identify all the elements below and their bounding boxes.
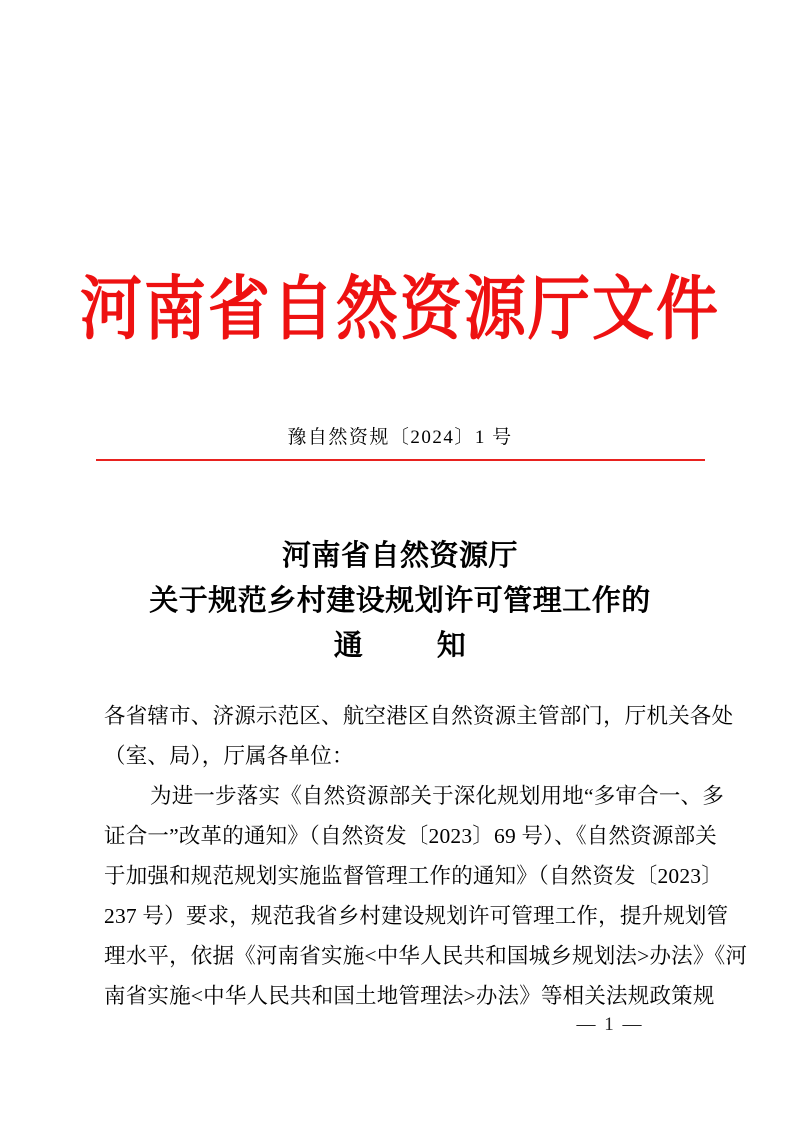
page-number: — 1 — xyxy=(576,1014,644,1035)
title-issuer-line: 河南省自然资源厅 xyxy=(281,540,518,572)
title-type-char-2: 知 xyxy=(436,630,467,662)
body-line: 证合一”改革的通知》（自然资发〔2023〕69 号）、《自然资源部关 xyxy=(104,824,717,848)
masthead-title: 河南省自然资源厅文件 xyxy=(79,272,720,349)
body-text xyxy=(104,696,748,1016)
body-line: 于加强和规范规划实施监督管理工作的通知》（自然资发〔2023〕 xyxy=(104,864,723,888)
masthead xyxy=(0,262,800,348)
body-line: 237 号）要求，规范我省乡村建设规划许可管理工作，提升规划管 xyxy=(104,904,729,928)
title-subject-line: 关于规范乡村建设规划许可管理工作的 xyxy=(149,585,651,617)
body-line: 南省实施<中华人民共和国土地管理法>办法》等相关法规政策规 xyxy=(104,984,715,1008)
body-line: （室、局），厅属各单位： xyxy=(104,744,354,768)
body-line: 各省辖市、济源示范区、航空港区自然资源主管部门，厅机关各处 xyxy=(104,704,734,728)
red-separator-rule xyxy=(96,459,705,461)
body-line: 为进一步落实《自然资源部关于深化规划用地“多审合一、多 xyxy=(150,784,724,808)
title-type-line xyxy=(0,624,800,669)
title-type-char-1: 通 xyxy=(333,630,364,662)
body-line: 理水平，依据《河南省实施<中华人民共和国城乡规划法>办法》《河 xyxy=(104,944,748,968)
title-block xyxy=(0,534,800,669)
document-serial-number: 豫自然资规〔2024〕1 号 xyxy=(287,427,513,448)
